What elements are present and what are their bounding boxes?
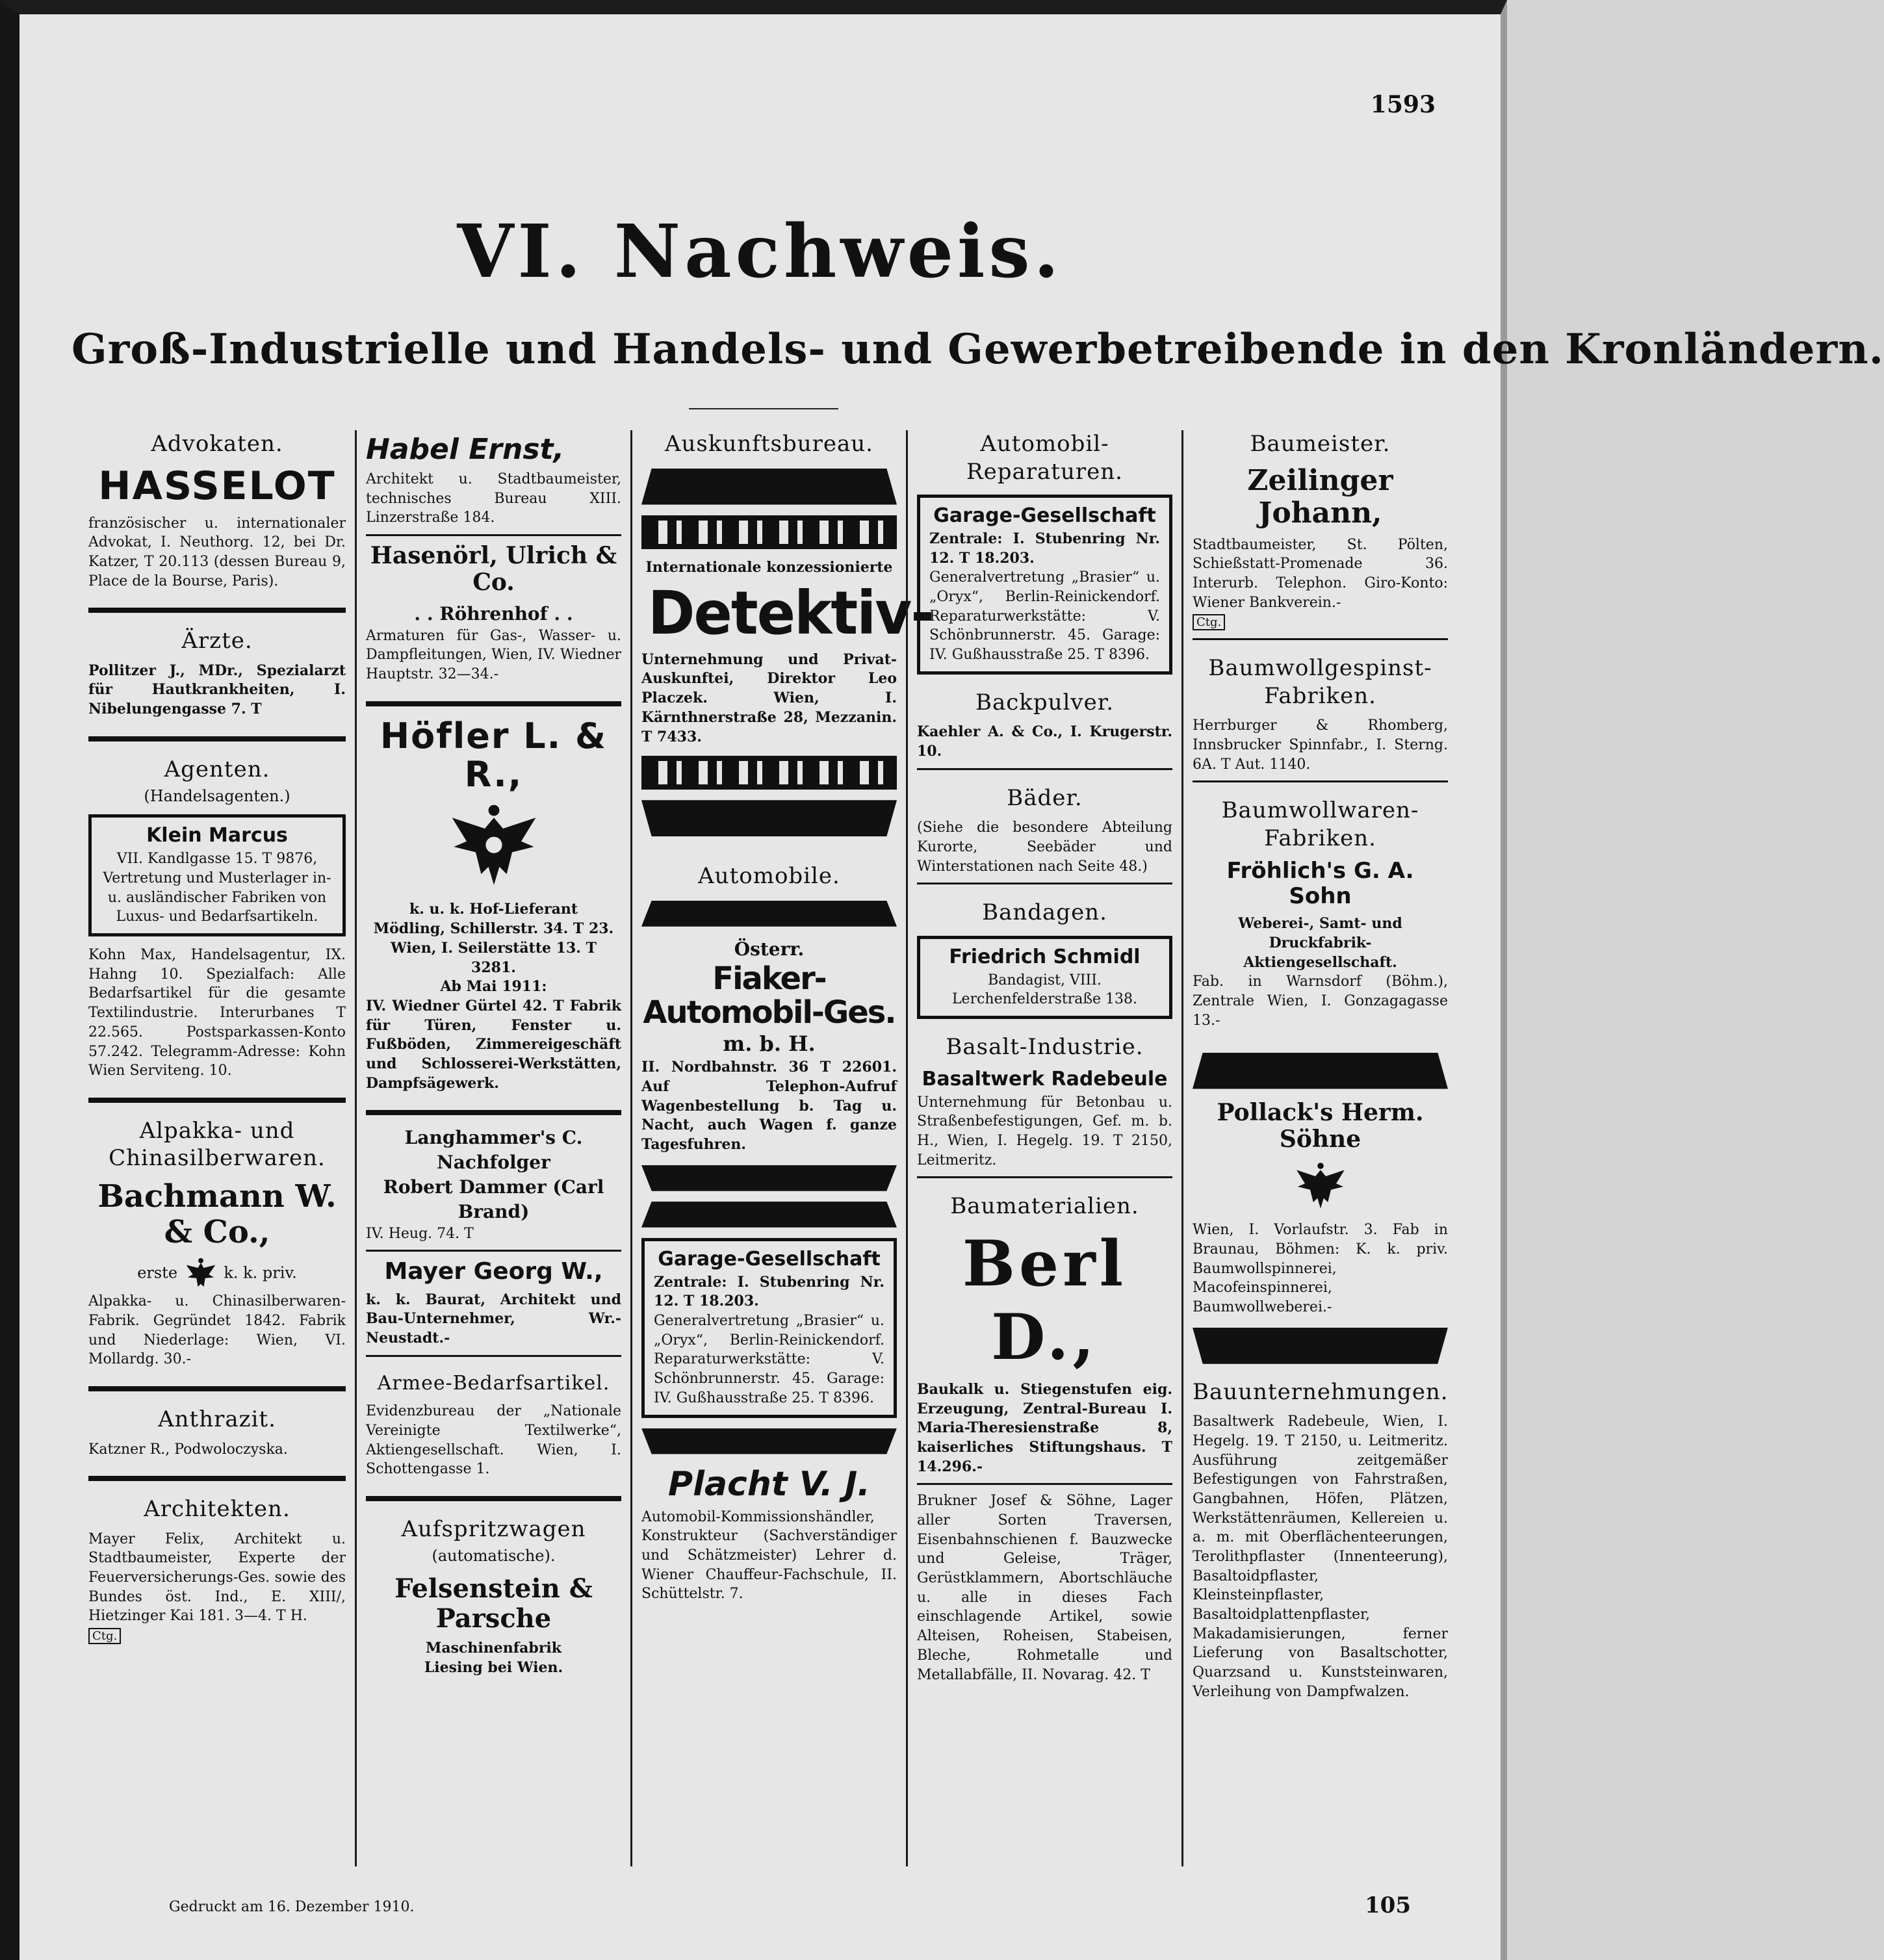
ctg-tag: Ctg.: [1193, 614, 1225, 630]
dammer-name: Robert Dammer (Carl Brand): [383, 1176, 604, 1222]
print-date: Gedruckt am 16. Dezember 1910.: [169, 1899, 415, 1915]
section-bauunternehmungen: Bauunternehmungen.: [1193, 1378, 1449, 1405]
ornament-banner: [641, 800, 897, 836]
bachmann-entry: Alpakka- u. Chinasilberwaren-Fabrik. Gegründet 1842. Fabrik und Niederlage: Wien, VI. Mollardg. 30.-: [88, 1293, 346, 1368]
divider: [917, 768, 1172, 770]
eagle-icon: [183, 1256, 219, 1292]
divider: [88, 1476, 346, 1481]
berl-entry: Baukalk u. Stiegenstufen eig. Erzeugung, Zentral-Bureau I. Maria-Theresienstraße 8, kaiserliches Stiftungshaus. T 14.296.-: [917, 1380, 1172, 1475]
section-architekten: Architekten.: [144, 1496, 290, 1523]
zeilinger-name: Zeilinger Johann,: [1247, 463, 1393, 530]
divider: [88, 608, 346, 613]
agenten-subtitle: (Handelsagenten.): [144, 787, 290, 806]
zeilinger-entry: Stadtbaumeister, St. Pölten, Schießstatt-Promenade 36. Interurb. Telephon. Giro-Konto: Wiener Bankverein.-: [1193, 536, 1448, 611]
column-3: [630, 430, 933, 1866]
mbh-label: m. b. H.: [723, 1031, 816, 1057]
klein-name: Klein Marcus: [146, 824, 288, 847]
hoefler-line-4: Ab Mai 1911:: [440, 978, 547, 996]
schmidl-entry: Bandagist, VIII. Lerchenfelderstraße 138.: [951, 972, 1138, 1008]
section-baeder: Bäder.: [1007, 784, 1083, 811]
divider: [1193, 780, 1448, 782]
placht-name: Placht V. J.: [668, 1464, 870, 1504]
hoefler-line-2: Mödling, Schillerstr. 34. T 23.: [373, 920, 614, 938]
basaltwerk-name: Basaltwerk Radebeule: [922, 1067, 1168, 1090]
section-anthrazit: Anthrazit.: [158, 1406, 276, 1432]
baeder-entry: (Siehe die besondere Abteilung Kurorte, Seebäder und Winterstationen nach Seite 48.): [917, 819, 1172, 875]
ornament-banner: [1193, 1053, 1448, 1089]
column-5: [1181, 430, 1457, 1866]
page-title: VI. Nachweis.: [457, 209, 1063, 294]
bachmann-name: Bachmann W. & Co.,: [97, 1178, 337, 1251]
garage-line: Zentrale: I. Stubenring Nr. 12. T 18.203.: [929, 530, 1160, 567]
katzner-entry: Katzner R., Podwoloczyska.: [88, 1441, 288, 1458]
detektiv-name: Detektiv-: [647, 578, 933, 649]
placht-entry: Automobil-Kommissionshändler, Konstrukteur (Sachverständiger und Schätzmeister) Lehrer d. Wiener Chauffeur-Fachschule, II. Schüttelstr. 7.: [641, 1508, 897, 1603]
mayer-georg-name: Mayer Georg W.,: [384, 1258, 603, 1285]
froehlich-name: Fröhlich's G. A. Sohn: [1226, 858, 1414, 910]
oesterr-label: Österr.: [734, 938, 805, 960]
ornament-pattern: [641, 756, 897, 790]
habel-entry: Architekt u. Stadtbaumeister, technisches Bureau XIII. Linzerstraße 184.: [366, 471, 621, 526]
hasselot-entry: französischer u. internationaler Advokat, I. Neuthorg. 12, bei Dr. Katzer, T 20.113 (dessen Bureau 9, Place de la Bourse, Paris).: [88, 515, 346, 589]
schmidl-ad-box: [917, 936, 1172, 1019]
hasenoerl-entry: Armaturen für Gas-, Wasser- u. Dampfleitungen, Wien, IV. Wiedner Hauptstr. 32—34.-: [366, 627, 621, 683]
divider: [366, 1355, 621, 1357]
divider: [88, 736, 346, 741]
ctg-tag: Ctg.: [88, 1628, 121, 1644]
ornament-pattern: [641, 515, 897, 549]
hoefler-line-3: Wien, I. Seilerstätte 13. T 3281.: [391, 939, 597, 976]
mayer-georg-entry: k. k. Baurat, Architekt und Bau-Unternehmer, Wr.-Neustadt.-: [366, 1291, 621, 1347]
ornament-banner: [641, 469, 897, 505]
garage-entry: Generalvertretung „Brasier“ u. „Oryx“, Berlin-Reinickendorf. Reparaturwerkstätte: V. Schönbrunnerstr. 45. Garage: IV. Gußhausstraße 25. T 8396.: [929, 569, 1160, 664]
garage-ad-box: [641, 1238, 897, 1418]
section-armee: Armee-Bedarfsartikel.: [377, 1371, 610, 1395]
basaltwerk-radebeule-entry: Basaltwerk Radebeule, Wien, I. Hegelg. 19. T 2150, u. Leitmeritz. Ausführung zeitgemäßer Befestigungen von Fahrstraßen, Gangbahnen, Höfen, Plätzen, Werkstättenräumen, Kellereien u. a. m. mit Oberflächenteerungen, Terolithpflaster (Innenteerung), Basaltoidpflaster, Kleinsteinpflaster, Basaltoidplattenpflaster, Makadamisierungen, ferner Lieferung von Basaltschotter, Quarzsand u. Kunststeinwaren, Verleihung von Dampfwalzen.: [1193, 1413, 1448, 1700]
garage-entry: Generalvertretung „Brasier“ u. „Oryx“, Berlin-Reinickendorf. Reparaturwerkstätte: V. Schönbrunnerstr. 45. Garage: IV. Gußhausstraße 25. T 8396.: [654, 1313, 884, 1406]
section-bandagen: Bandagen.: [982, 899, 1107, 926]
garage-line: Zentrale: I. Stubenring Nr. 12. T 18.203.: [654, 1273, 884, 1310]
column-2: [355, 430, 630, 1866]
langhammer-address: IV. Heug. 74. T: [366, 1225, 474, 1242]
divider: [366, 1496, 621, 1501]
section-aerzte: Ärzte.: [181, 628, 253, 654]
garage-ad-box: [917, 495, 1172, 675]
garage-name: Garage-Gesellschaft: [933, 504, 1156, 527]
bachmann-right: k. k. priv.: [224, 1263, 297, 1282]
klein-ad-box: [88, 814, 346, 936]
section-baumwollwaren: Baumwollwaren-Fabriken.: [1221, 797, 1419, 851]
divider: [88, 1098, 346, 1103]
column-1: [79, 430, 355, 1866]
kohn-entry: Kohn Max, Handelsagentur, IX. Hahng 10. Spezialfach: Alle Bedarfsartikel für die gesamte Textilindustrie. Interurbanes T 22.565. Postsparkassen-Konto 57.242. Telegramm-Adresse: Kohn Wien Serviteng. 10.: [88, 947, 346, 1079]
berl-name: Berl D.,: [962, 1226, 1128, 1374]
page-number: 1593: [1370, 91, 1436, 118]
section-basalt: Basalt-Industrie.: [946, 1034, 1144, 1061]
double-eagle-icon: [1295, 1161, 1347, 1213]
aufspritz-subtitle: (automatische).: [432, 1547, 556, 1566]
pollack-entry: Wien, I. Vorlaufstr. 3. Fab in Braunau, Böhmen: K. k. priv. Baumwollspinnerei, Macofeinspinnerei, Baumwollweberei.-: [1193, 1222, 1448, 1316]
divider: [366, 1110, 621, 1115]
ornament-banner: [641, 1202, 897, 1228]
hasselot-name: HASSELOT: [98, 463, 336, 509]
divider: [917, 883, 1172, 884]
felsenstein-place: Liesing bei Wien.: [424, 1659, 563, 1677]
bachmann-left: erste: [137, 1263, 178, 1282]
divider: [366, 534, 621, 536]
section-alpakka: Alpakka- und Chinasilberwaren.: [109, 1117, 326, 1172]
ornament-banner: [641, 901, 897, 927]
section-baumeister: Baumeister.: [1250, 431, 1391, 457]
evidenz-entry: Evidenzbureau der „Nationale Vereinigte Textilwerke“, Aktiengesellschaft. Wien, I. Schottengasse 1.: [366, 1403, 621, 1478]
divider: [917, 1483, 1172, 1485]
hasenoerl-name: Hasenörl, Ulrich & Co.: [370, 542, 617, 597]
title-rule: [689, 408, 838, 409]
ornament-banner: [641, 1165, 897, 1191]
fiaker-entry: II. Nordbahnstr. 36 T 22601. Auf Telephon-Aufruf Wagenbestellung b. Tag u. Nacht, auch Wagen f. ganze Tagesfuhren.: [641, 1059, 897, 1154]
section-aufspritzwagen: Aufspritzwagen: [401, 1515, 586, 1542]
detektiv-entry: Unternehmung und Privat-Auskunftei, Direktor Leo Placzek. Wien, I. Kärnthnerstraße 28, Mezzanin. T 7433.: [641, 651, 897, 745]
sheet-number: 105: [1365, 1892, 1411, 1918]
roehrenhof-label: . . Röhrenhof . .: [414, 602, 573, 625]
section-agenten: Agenten.: [164, 756, 270, 782]
herrburger-entry: Herrburger & Rhomberg, Innsbrucker Spinnfabr., I. Sterng. 6A. T Aut. 1140.: [1193, 717, 1448, 773]
felsenstein-name: Felsenstein & Parsche: [394, 1573, 593, 1634]
habel-name: Habel Ernst,: [366, 433, 565, 466]
section-advokaten: Advokaten.: [151, 431, 283, 457]
section-baumwollgespinst: Baumwollgespinst-Fabriken.: [1208, 655, 1432, 709]
langhammer-name: Langhammer's C. Nachfolger: [404, 1127, 583, 1174]
felsenstein-line: Maschinenfabrik: [425, 1640, 562, 1657]
section-automobil-reparaturen: Automobil-Reparaturen.: [966, 431, 1123, 485]
hoefler-line-1: k. u. k. Hof-Lieferant: [409, 901, 578, 918]
bachmann-line: [88, 1256, 346, 1292]
schmidl-name: Friedrich Schmidl: [949, 945, 1141, 968]
directory-columns: [79, 430, 1457, 1866]
divider: [366, 1250, 621, 1252]
section-backpulver: Backpulver.: [975, 689, 1115, 716]
intl-label: Internationale konzessionierte: [645, 558, 893, 576]
divider: [1193, 638, 1448, 640]
section-automobile: Automobile.: [698, 863, 840, 890]
brukner-entry: Brukner Josef & Söhne, Lager aller Sorten Traversen, Eisenbahnschienen f. Bauzwecke und Geleise, Träger, Gerüstklammern, Abortschläuche u. alle in dieses Fach einschlagende Artikel, sowie Alteisen, Roheisen, Stabeisen, Bleche, Rohmetalle und Metallabfälle, II. Novarag. 42. T: [917, 1493, 1172, 1683]
double-eagle-icon: [448, 801, 539, 892]
section-auskunftsbureau: Auskunftsbureau.: [664, 431, 873, 457]
froehlich-entry: Fab. in Warnsdorf (Böhm.), Zentrale Wien, I. Gonzagagasse 13.-: [1193, 974, 1448, 1029]
column-4: [906, 430, 1181, 1866]
froehlich-line: Weberei-, Samt- und Druckfabrik-Aktiengesellschaft.: [1238, 915, 1402, 971]
divider: [88, 1386, 346, 1391]
kaehler-entry: Kaehler A. & Co., I. Krugerstr. 10.: [917, 723, 1172, 760]
divider: [366, 701, 621, 706]
ornament-banner: [641, 1428, 897, 1454]
hoefler-name: Höfler L. & R.,: [380, 715, 608, 795]
pollack-name: Pollack's Herm. Söhne: [1217, 1098, 1424, 1153]
page-subtitle: Groß-Industrielle und Handels- und Gewerbetreibende in den Kronländern.: [71, 325, 1884, 374]
fiaker-name: Fiaker-Automobil-Ges.: [643, 960, 896, 1031]
ornament-banner: [1193, 1328, 1448, 1364]
basaltwerk-entry: Unternehmung für Betonbau u. Straßenbefestigungen, Gef. m. b. H., Wien, I. Hegelg. 19. T 2150, Leitmeritz.: [917, 1094, 1172, 1168]
hoefler-entry: IV. Wiedner Gürtel 42. T Fabrik für Türen, Fenster u. Fußböden, Zimmereigeschäft und Schlosserei-Werkstätten, Dampfsägewerk.: [366, 997, 621, 1092]
pollitzer-entry: Pollitzer J., MDr., Spezialarzt für Hautkrankheiten, I. Nibelungengasse 7. T: [88, 662, 346, 718]
divider: [917, 1176, 1172, 1178]
mayer-felix-entry: Mayer Felix, Architekt u. Stadtbaumeister, Experte der Feuerversicherungs-Ges. sowie des Bundes öst. Ind., E. XIII/, Hietzinger Kai 181. 3—4. T H.: [88, 1530, 346, 1625]
section-baumaterialien: Baumaterialien.: [950, 1193, 1139, 1220]
garage-name: Garage-Gesellschaft: [658, 1247, 881, 1270]
klein-entry: VII. Kandlgasse 15. T 9876, Vertretung und Musterlager in- u. ausländischer Fabriken von Luxus- und Bedarfsartikeln.: [103, 851, 331, 925]
